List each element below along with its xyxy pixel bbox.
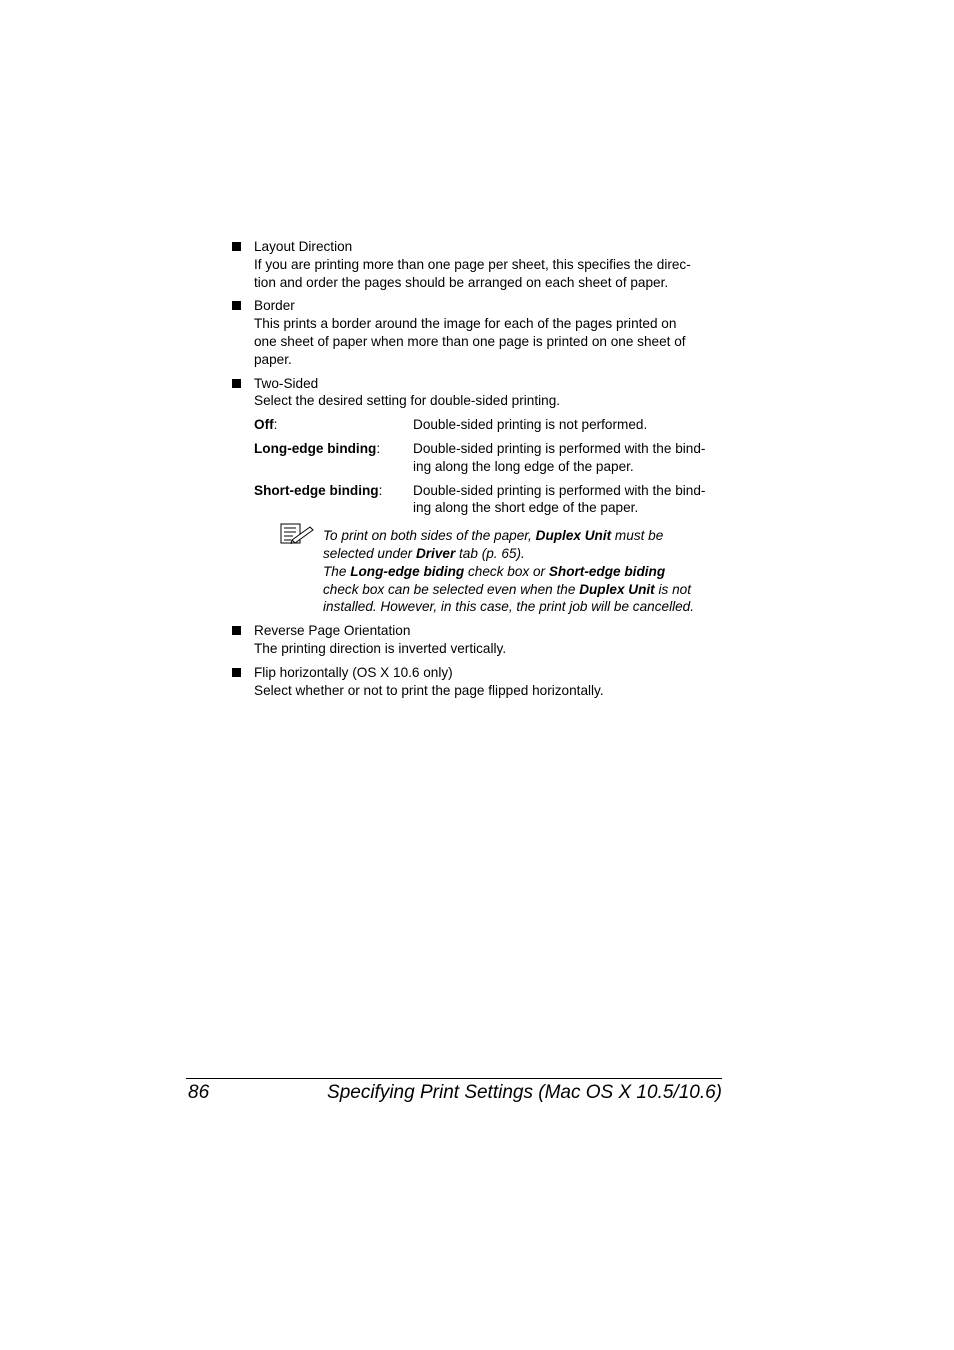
option-row-off <box>254 416 732 434</box>
item-body-line: The printing direction is inverted vertically. <box>254 640 507 656</box>
note-pencil-icon <box>280 523 314 545</box>
item-body-line: This prints a border around the image for each of the pages printed on <box>254 316 677 332</box>
square-bullet-icon <box>232 379 241 388</box>
list-item-two-sided <box>232 375 732 617</box>
square-bullet-icon <box>232 301 241 310</box>
item-body-line: Select whether or not to print the page flipped horizontally. <box>254 682 604 698</box>
note-line: installed. However, in this case, the print job will be cancelled. <box>323 599 695 615</box>
note-line: To print on both sides of the paper, Duplex Unit must be <box>323 528 664 544</box>
option-term: Short-edge binding: <box>254 482 383 498</box>
square-bullet-icon <box>232 626 241 635</box>
list-item-layout-direction <box>232 238 732 291</box>
list-item-reverse-orientation <box>232 622 732 658</box>
option-term: Off: <box>254 417 278 433</box>
option-row-long-edge <box>254 440 732 476</box>
item-title: Layout Direction <box>254 239 353 254</box>
option-description: Double-sided printing is performed with the bind- ing along the long edge of the paper. <box>413 440 706 474</box>
square-bullet-icon <box>232 668 241 677</box>
item-title: Reverse Page Orientation <box>254 623 411 639</box>
option-description: Double-sided printing is performed with the bind- ing along the short edge of the paper. <box>413 482 706 516</box>
note-block <box>300 527 732 616</box>
note-line: check box can be selected even when the Duplex Unit is not <box>323 581 691 597</box>
item-title: Two-Sided <box>254 375 319 391</box>
square-bullet-icon <box>232 242 241 251</box>
document-body <box>232 238 732 705</box>
item-body-line: tion and order the pages should be arranged on each sheet of paper. <box>254 274 669 290</box>
footer-title: Specifying Print Settings (Mac OS X 10.5/10.6) <box>327 1082 722 1103</box>
two-sided-options-table <box>254 416 732 517</box>
item-body-line: If you are printing more than one page per sheet, this specifies the direc- <box>254 256 691 272</box>
option-description: Double-sided printing is not performed. <box>413 417 648 433</box>
item-title: Border <box>254 298 295 314</box>
note-line: selected under Driver tab (p. 65). <box>323 545 525 561</box>
footer-divider <box>186 1078 722 1079</box>
option-row-short-edge <box>254 482 732 518</box>
page-number: 86 <box>188 1082 210 1103</box>
option-term: Long-edge binding: <box>254 440 381 456</box>
note-line: The Long-edge biding check box or Short-edge biding <box>323 563 666 579</box>
item-body-line: paper. <box>254 351 292 367</box>
item-title: Flip horizontally (OS X 10.6 only) <box>254 664 453 680</box>
item-body-line: Select the desired setting for double-sided printing. <box>254 393 561 409</box>
list-item-border <box>232 297 732 368</box>
list-item-flip-horizontally <box>232 664 732 700</box>
item-body-line: one sheet of paper when more than one page is printed on one sheet of <box>254 333 686 349</box>
